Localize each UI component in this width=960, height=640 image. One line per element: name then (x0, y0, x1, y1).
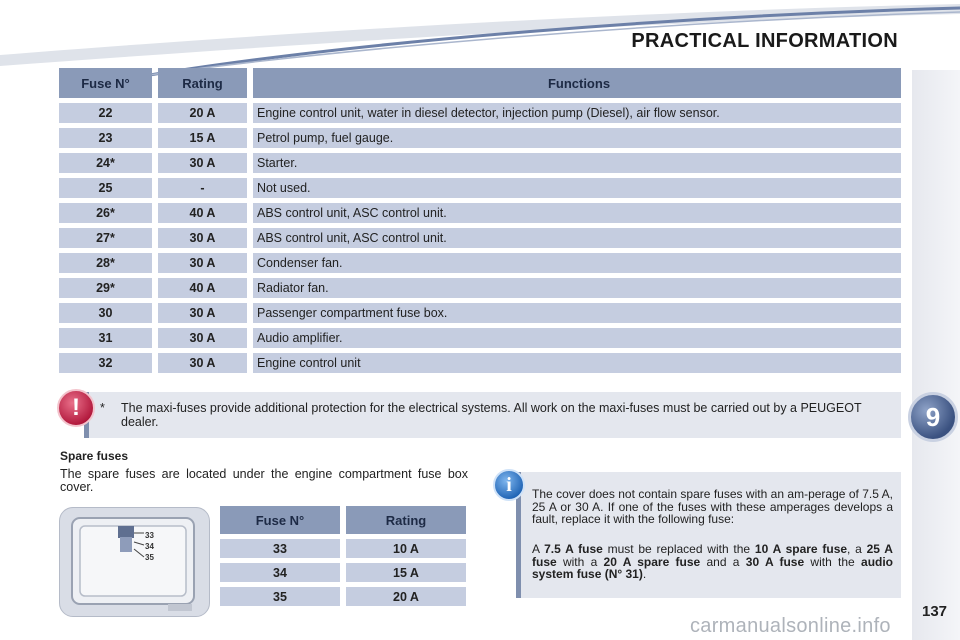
spare-fuse-number: 35 (220, 587, 340, 606)
info-text: with a (556, 554, 604, 569)
info-text: A (532, 542, 545, 556)
info-text: . (642, 567, 647, 581)
spare-fuse-rating: 15 A (346, 563, 466, 582)
fuse-box-drawing (60, 508, 209, 616)
chapter-badge: 9 (908, 392, 958, 442)
info-text: and a (700, 554, 746, 569)
page-number: 137 (922, 603, 948, 620)
info-text: , a (847, 542, 867, 556)
table-row (59, 178, 901, 198)
info-text: must be replaced with the (602, 542, 755, 556)
info-bold: 20 A spare fuse (603, 554, 701, 569)
info-paragraph-2 (532, 543, 893, 581)
table-row (220, 587, 466, 606)
table-row (220, 563, 466, 582)
fuse-number: 26* (59, 203, 152, 223)
table-row (59, 203, 901, 223)
table-row (59, 253, 901, 273)
table-row (59, 353, 901, 373)
header-rating: Rating (158, 68, 247, 98)
fuse-number: 29* (59, 278, 152, 298)
info-bold: 10 A spare fuse (754, 542, 848, 556)
fuse-function: ABS control unit, ASC control unit. (253, 203, 901, 223)
fuse-function: Audio amplifier. (253, 328, 901, 348)
footnote-star: * (100, 401, 105, 415)
fuse-rating: 30 A (158, 253, 247, 273)
table-row (59, 303, 901, 323)
info-text: with the (804, 554, 862, 569)
info-bold: 25 A fuse (532, 542, 893, 569)
spare-fuse-rating: 10 A (346, 539, 466, 558)
fuse-rating: 15 A (158, 128, 247, 148)
table-row (59, 128, 901, 148)
fuse-label-34: 34 (145, 542, 154, 551)
side-tab-strip (912, 70, 960, 640)
info-bold: 30 A fuse (745, 554, 805, 569)
fuse-function: Radiator fan. (253, 278, 901, 298)
warning-text: The maxi-fuses provide additional protection for the electrical systems. All work on the maxi-fuses must be carried out by a PEUGEOT dealer. (121, 401, 862, 429)
fuse-function: Starter. (253, 153, 901, 173)
fuse-rating: - (158, 178, 247, 198)
warning-note-text (100, 401, 890, 429)
header-fuse-no: Fuse N° (59, 68, 152, 98)
fuse-rating: 30 A (158, 153, 247, 173)
header-functions: Functions (253, 68, 901, 98)
fuse-function: Engine control unit (253, 353, 901, 373)
fuse-box-illustration (59, 507, 210, 617)
fuse-rating: 40 A (158, 278, 247, 298)
info-bold: audio system fuse (N° 31) (532, 554, 894, 581)
page-title: PRACTICAL INFORMATION (631, 30, 898, 52)
fuse-rating: 30 A (158, 328, 247, 348)
warning-icon: ! (57, 389, 95, 427)
fuse-label-33: 33 (145, 531, 154, 540)
fuse-number: 24* (59, 153, 152, 173)
table-row (220, 539, 466, 558)
fuse-function: ABS control unit, ASC control unit. (253, 228, 901, 248)
fuse-function: Passenger compartment fuse box. (253, 303, 901, 323)
spare-fuses-title: Spare fuses (60, 449, 129, 463)
fuse-number: 31 (59, 328, 152, 348)
fuse-rating: 30 A (158, 303, 247, 323)
watermark: carmanualsonline.info (690, 615, 891, 637)
header-rating: Rating (346, 506, 466, 534)
fuse-number: 25 (59, 178, 152, 198)
fuse-function: Not used. (253, 178, 901, 198)
fuse-function: Condenser fan. (253, 253, 901, 273)
info-bold: 7.5 A fuse (544, 542, 603, 556)
table-row (59, 328, 901, 348)
fuse-table (59, 68, 901, 378)
spare-fuses-text: The spare fuses are located under the engine compartment fuse box cover. (60, 467, 468, 494)
fuse-rating: 40 A (158, 203, 247, 223)
fuse-rating: 20 A (158, 103, 247, 123)
spare-fuse-table (220, 506, 466, 611)
spare-table-header (220, 506, 466, 534)
spare-fuse-number: 33 (220, 539, 340, 558)
spare-fuse-number: 34 (220, 563, 340, 582)
table-row (59, 153, 901, 173)
fuse-function: Petrol pump, fuel gauge. (253, 128, 901, 148)
table-row (59, 278, 901, 298)
fuse-number: 28* (59, 253, 152, 273)
fuse-rating: 30 A (158, 228, 247, 248)
fuse-number: 32 (59, 353, 152, 373)
fuse-function: Engine control unit, water in diesel detector, injection pump (Diesel), air flow sensor. (253, 103, 901, 123)
info-paragraph-1: The cover does not contain spare fuses with an am-perage of 7.5 A, 25 A or 30 A. If one of the fuses with these amperages develops a fault, replace it with the following fuse: (532, 487, 893, 526)
fuse-number: 22 (59, 103, 152, 123)
fuse-table-header (59, 68, 901, 98)
fuse-number: 23 (59, 128, 152, 148)
warning-note (84, 392, 901, 438)
fuse-rating: 30 A (158, 353, 247, 373)
header-fuse-no: Fuse N° (220, 506, 340, 534)
fuse-label-35: 35 (145, 553, 154, 562)
info-icon: i (493, 469, 525, 501)
table-row (59, 103, 901, 123)
spare-fuse-rating: 20 A (346, 587, 466, 606)
table-row (59, 228, 901, 248)
fuse-number: 27* (59, 228, 152, 248)
fuse-number: 30 (59, 303, 152, 323)
